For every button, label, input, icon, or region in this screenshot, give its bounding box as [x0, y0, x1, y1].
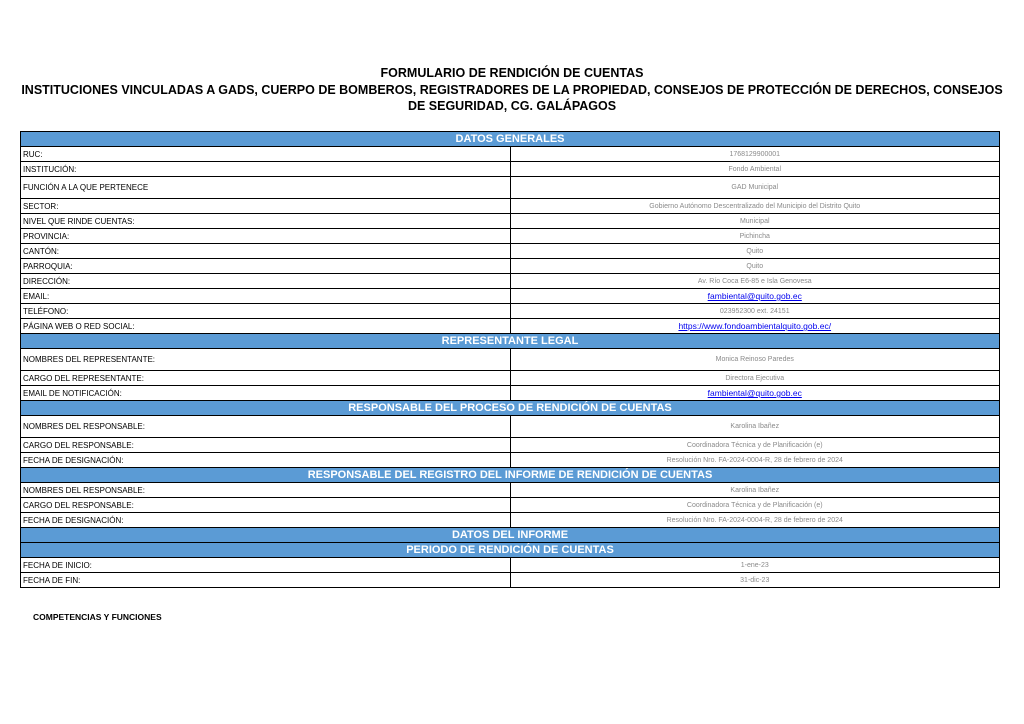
funcion-label: FUNCIÓN A LA QUE PERTENECE: [21, 177, 511, 199]
pagina-web-label: PÁGINA WEB O RED SOCIAL:: [21, 319, 511, 334]
section-header-periodo: [21, 543, 1000, 558]
pagina-web-link[interactable]: https://www.fondoambientalquito.gob.ec/: [510, 319, 1000, 334]
nombres-responsable-label: NOMBRES DEL RESPONSABLE:: [21, 416, 511, 438]
table-row: [21, 483, 1000, 498]
table-row: [21, 199, 1000, 214]
telefono-value: 023952300 ext. 24151: [510, 304, 1000, 319]
section-heading: DATOS DEL INFORME: [21, 528, 1000, 543]
section-header-responsable-proceso: [21, 401, 1000, 416]
institucion-value: Fondo Ambiental: [510, 162, 1000, 177]
table-row: [21, 416, 1000, 438]
table-row: [21, 386, 1000, 401]
competencias-section-title: COMPETENCIAS Y FUNCIONES: [33, 612, 162, 622]
ruc-value: 1768129900001: [510, 147, 1000, 162]
table-row: [21, 558, 1000, 573]
cargo-responsable-label: CARGO DEL RESPONSABLE:: [21, 438, 511, 453]
parroquia-label: PARROQUIA:: [21, 259, 511, 274]
table-row: [21, 244, 1000, 259]
table-row: [21, 147, 1000, 162]
table-row: [21, 214, 1000, 229]
parroquia-value: Quito: [510, 259, 1000, 274]
sector-label: SECTOR:: [21, 199, 511, 214]
table-row: [21, 438, 1000, 453]
nombres-registro-label: NOMBRES DEL RESPONSABLE:: [21, 483, 511, 498]
table-row: [21, 289, 1000, 304]
canton-label: CANTÓN:: [21, 244, 511, 259]
nombres-representante-label: NOMBRES DEL REPRESENTANTE:: [21, 349, 511, 371]
fecha-designacion-label: FECHA DE DESIGNACIÓN:: [21, 453, 511, 468]
cargo-responsable-value: Coordinadora Técnica y de Planificación (e): [510, 438, 1000, 453]
fecha-designacion-registro-label: FECHA DE DESIGNACIÓN:: [21, 513, 511, 528]
table-row: [21, 513, 1000, 528]
nivel-value: Municipal: [510, 214, 1000, 229]
table-row: [21, 371, 1000, 386]
section-heading: REPRESENTANTE LEGAL: [21, 334, 1000, 349]
nivel-label: NIVEL QUE RINDE CUENTAS:: [21, 214, 511, 229]
section-heading: RESPONSABLE DEL PROCESO DE RENDICIÓN DE CUENTAS: [21, 401, 1000, 416]
cargo-registro-label: CARGO DEL RESPONSABLE:: [21, 498, 511, 513]
fecha-inicio-label: FECHA DE INICIO:: [21, 558, 511, 573]
cargo-representante-value: Directora Ejecutiva: [510, 371, 1000, 386]
section-header-representante-legal: [21, 334, 1000, 349]
ruc-label: RUC:: [21, 147, 511, 162]
nombres-representante-value: Monica Reinoso Paredes: [510, 349, 1000, 371]
direccion-label: DIRECCIÓN:: [21, 274, 511, 289]
fecha-designacion-value: Resolución Nro. FA-2024-0004-R, 28 de febrero de 2024: [510, 453, 1000, 468]
email-link[interactable]: fambiental@quito.gob.ec: [510, 289, 1000, 304]
form-header: [0, 66, 1024, 114]
table-row: [21, 274, 1000, 289]
fecha-designacion-registro-value: Resolución Nro. FA-2024-0004-R, 28 de febrero de 2024: [510, 513, 1000, 528]
provincia-value: Pichincha: [510, 229, 1000, 244]
form-title: FORMULARIO DE RENDICIÓN DE CUENTAS: [380, 66, 644, 80]
table-row: [21, 162, 1000, 177]
telefono-label: TELÉFONO:: [21, 304, 511, 319]
section-header-datos-generales: [21, 132, 1000, 147]
canton-value: Quito: [510, 244, 1000, 259]
cargo-representante-label: CARGO DEL REPRESENTANTE:: [21, 371, 511, 386]
table-row: [21, 177, 1000, 199]
provincia-label: PROVINCIA:: [21, 229, 511, 244]
section-header-responsable-registro: [21, 468, 1000, 483]
funcion-value: GAD Municipal: [510, 177, 1000, 199]
table-row: [21, 229, 1000, 244]
section-heading: RESPONSABLE DEL REGISTRO DEL INFORME DE RENDICIÓN DE CUENTAS: [21, 468, 1000, 483]
fecha-inicio-value: 1-ene-23: [510, 558, 1000, 573]
table-row: [21, 573, 1000, 588]
section-subheading: PERIODO DE RENDICIÓN DE CUENTAS: [21, 543, 1000, 558]
direccion-value: Av. Río Coca E6-85 e Isla Genovesa: [510, 274, 1000, 289]
institucion-label: INSTITUCIÓN:: [21, 162, 511, 177]
email-label: EMAIL:: [21, 289, 511, 304]
sector-value: Gobierno Autónomo Descentralizado del Municipio del Distrito Quito: [510, 199, 1000, 214]
nombres-registro-value: Karolina Ibañez: [510, 483, 1000, 498]
form-subtitle: INSTITUCIONES VINCULADAS A GADS, CUERPO DE BOMBEROS, REGISTRADORES DE LA PROPIEDAD, CONSEJOS DE PROTECCIÓN DE DERECHOS, CONSEJOS DE SEGURIDAD, CG. GALÁPAGOS: [21, 83, 1003, 113]
email-notificacion-label: EMAIL DE NOTIFICACIÓN:: [21, 386, 511, 401]
rendicion-form-table: [20, 131, 1000, 588]
section-header-datos-informe: [21, 528, 1000, 543]
table-row: [21, 349, 1000, 371]
table-row: [21, 498, 1000, 513]
fecha-fin-label: FECHA DE FIN:: [21, 573, 511, 588]
table-row: [21, 453, 1000, 468]
fecha-fin-value: 31-dic-23: [510, 573, 1000, 588]
email-notificacion-link[interactable]: fambiental@quito.gob.ec: [510, 386, 1000, 401]
table-row: [21, 319, 1000, 334]
cargo-registro-value: Coordinadora Técnica y de Planificación (e): [510, 498, 1000, 513]
nombres-responsable-value: Karolina Ibañez: [510, 416, 1000, 438]
table-row: [21, 259, 1000, 274]
section-heading: DATOS GENERALES: [21, 132, 1000, 147]
table-row: [21, 304, 1000, 319]
